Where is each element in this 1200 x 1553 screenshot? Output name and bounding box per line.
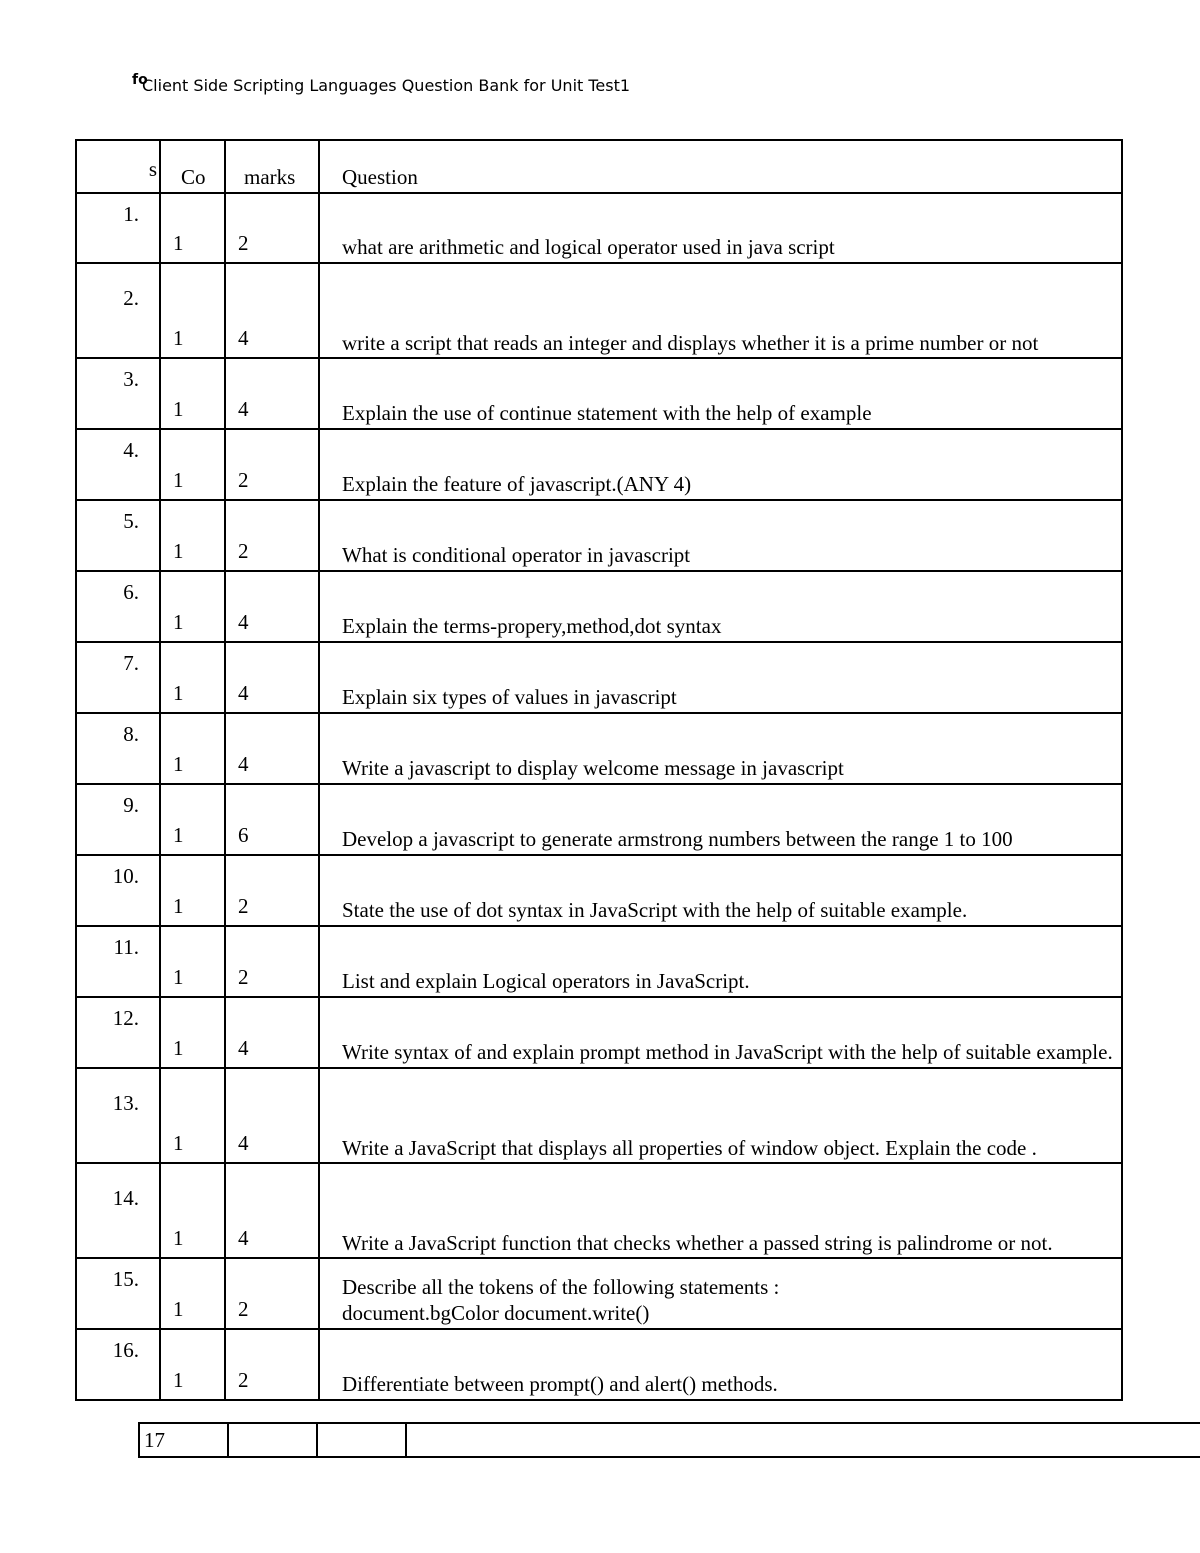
header-question: Question: [319, 140, 1122, 193]
table-row: [76, 713, 1122, 784]
header-sno: s: [76, 140, 160, 193]
row-marks: 4: [225, 713, 319, 784]
table-row: [76, 997, 1122, 1068]
row-co: 1: [160, 571, 225, 642]
row-question: Write syntax of and explain prompt method in JavaScript with the help of suitable example.: [319, 997, 1122, 1068]
row-question: Write a JavaScript function that checks whether a passed string is palindrome or not.: [319, 1163, 1122, 1258]
row-question: State the use of dot syntax in JavaScript with the help of suitable example.: [319, 855, 1122, 926]
table-row: [76, 263, 1122, 358]
row-question: Differentiate between prompt() and alert() methods.: [319, 1329, 1122, 1400]
row-sno: 16.: [112, 1338, 139, 1362]
table-row: [76, 193, 1122, 263]
row-marks: 4: [225, 1068, 319, 1163]
row-co: 1: [160, 642, 225, 713]
header-marks: marks: [225, 140, 319, 193]
row-sno: 5.: [123, 509, 139, 533]
table-row: [76, 784, 1122, 855]
row-co: [228, 1423, 317, 1457]
row-marks: 4: [225, 263, 319, 358]
row-question: Develop a javascript to generate armstrong numbers between the range 1 to 100: [319, 784, 1122, 855]
table-row: [76, 571, 1122, 642]
row-sno: 4.: [123, 438, 139, 462]
table-row: [76, 429, 1122, 500]
row-co: 1: [160, 358, 225, 429]
row-co: 1: [160, 1163, 225, 1258]
row-sno: 3.: [123, 367, 139, 391]
row-co: 1: [160, 926, 225, 997]
row-marks: 2: [225, 1329, 319, 1400]
row-question: Explain the terms-propery,method,dot syntax: [319, 571, 1122, 642]
table-row: [76, 1068, 1122, 1163]
table-row: [76, 1329, 1122, 1400]
row-question: what are arithmetic and logical operator used in java script: [319, 193, 1122, 263]
row-sno: 14.: [112, 1186, 139, 1210]
row-sno: 15.: [112, 1267, 139, 1291]
row-marks: 2: [225, 429, 319, 500]
row-question: Explain the feature of javascript.(ANY 4): [319, 429, 1122, 500]
row-question-line1: Describe all the tokens of the following statements :: [342, 1275, 780, 1299]
row-sno: 8.: [123, 722, 139, 746]
row-co: 1: [160, 855, 225, 926]
row-sno: 7.: [123, 651, 139, 675]
row-marks: 2: [225, 926, 319, 997]
question-bank-table: [75, 139, 1123, 1401]
row-co: 1: [160, 500, 225, 571]
row-sno: 1.: [123, 202, 139, 226]
row-co: 1: [160, 429, 225, 500]
row-question: Write a JavaScript that displays all properties of window object. Explain the code .: [319, 1068, 1122, 1163]
row-question: Write a javascript to display welcome message in javascript: [319, 713, 1122, 784]
table-row: [76, 926, 1122, 997]
header-fo-mark: fo: [132, 72, 148, 88]
row-co: 1: [160, 713, 225, 784]
row-marks: 2: [225, 1258, 319, 1329]
row-question-line2: document.bgColor document.write(): [342, 1301, 650, 1325]
row-sno: 17: [139, 1423, 228, 1457]
row-sno: 11.: [113, 935, 139, 959]
row-question: What is conditional operator in javascript: [319, 500, 1122, 571]
table-row: [76, 500, 1122, 571]
row-co: 1: [160, 997, 225, 1068]
continuation-table: [138, 1422, 1200, 1458]
header-co: Co: [160, 140, 225, 193]
row-co: 1: [160, 1329, 225, 1400]
row-sno: 6.: [123, 580, 139, 604]
table-row: [139, 1423, 1200, 1457]
page-title: Client Side Scripting Languages Question Bank for Unit Test1: [142, 76, 631, 95]
row-question: [319, 1258, 1122, 1329]
table-row: [76, 642, 1122, 713]
row-marks: 4: [225, 997, 319, 1068]
row-co: 1: [160, 1258, 225, 1329]
row-marks: 4: [225, 642, 319, 713]
row-marks: 4: [225, 571, 319, 642]
row-marks: 4: [225, 358, 319, 429]
table-header-row: [76, 140, 1122, 193]
row-question: Explain the use of continue statement with the help of example: [319, 358, 1122, 429]
row-question: List and explain Logical operators in JavaScript.: [319, 926, 1122, 997]
row-question: write a script that reads an integer and displays whether it is a prime number or not: [319, 263, 1122, 358]
row-marks: [317, 1423, 406, 1457]
table-row: [76, 358, 1122, 429]
table-row: [76, 855, 1122, 926]
row-co: 1: [160, 1068, 225, 1163]
row-marks: 6: [225, 784, 319, 855]
row-sno: 13.: [112, 1091, 139, 1115]
row-marks: 2: [225, 855, 319, 926]
row-co: 1: [160, 193, 225, 263]
row-sno: 9.: [123, 793, 139, 817]
table-row: [76, 1258, 1122, 1329]
row-sno: 10.: [112, 864, 139, 888]
row-co: 1: [160, 784, 225, 855]
row-sno: 12.: [112, 1006, 139, 1030]
row-question: Explain six types of values in javascript: [319, 642, 1122, 713]
row-marks: 2: [225, 500, 319, 571]
row-marks: 2: [225, 193, 319, 263]
row-co: 1: [160, 263, 225, 358]
row-sno: 2.: [123, 286, 139, 310]
row-question: [406, 1423, 1200, 1457]
table-row: [76, 1163, 1122, 1258]
row-marks: 4: [225, 1163, 319, 1258]
